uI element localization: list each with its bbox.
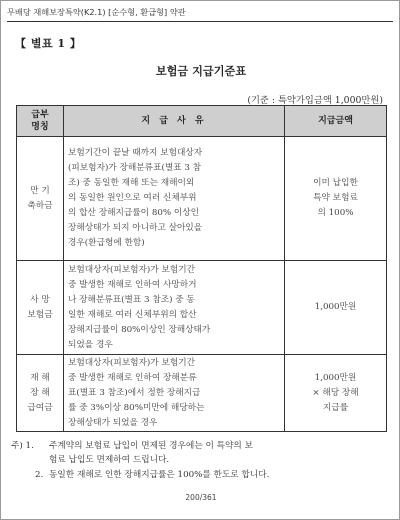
cell-line: 지급률 [322,402,349,413]
page-number: 200/361 [185,493,217,502]
payment-reason-cell [64,355,285,432]
payment-reason-cell [64,137,285,261]
footnote-line: 주계약의 보험료 납입이 면제된 경우에는 이 특약의 보 [49,441,253,451]
benefit-name-cell [17,261,64,355]
cell-line: (피보험자)가 장해분류표(별표 3 참 [68,163,202,173]
column-header-amount: 지급금액 [285,106,387,137]
footnote-line: 동일한 재해로 인한 장해지급률은 100%를 한도로 합니다. [49,470,270,480]
cell-line: 의 합산 장해지급률이 80% 이상인 [68,208,200,218]
table-header-row [17,106,387,137]
benefit-table [16,105,387,432]
cell-line: 특약 보험료 [313,193,358,203]
column-header-name-line: 급부 [31,110,49,120]
cell-line: 중 발생한 재해로 인하여 사망하거 [68,279,197,290]
table-row [17,261,387,355]
payment-reason-cell [64,261,285,355]
cell-line: 일한 재해로 여러 신체부위의 합산 [68,309,197,320]
cell-line: 재 해 [30,372,50,383]
footnote-marker: 주) 1. [11,441,34,451]
cell-line: 1,000만원 [314,372,357,383]
page-title: 보험금 지급기준표 [155,64,247,78]
table-row [17,137,387,261]
cell-line: 장해지급률이 80%이상인 장해상태가 [68,324,211,335]
footnote-text [11,439,391,467]
basis-note: (기준 : 특약가입금액 1,000만원) [247,95,383,106]
cell-line: 조) 중 동일한 재해 또는 재해이외 [68,178,195,188]
cell-line: 경우(환급형에 한함) [68,238,145,248]
column-header-name [17,106,64,137]
cell-line: 만 기 [30,185,50,196]
cell-line: 보험대상자(피보험자)가 보험기간 [68,357,196,368]
payment-amount-cell [285,261,387,355]
cell-line: 이미 납입한 [313,178,358,188]
cell-line: 의 100% [317,208,354,218]
cell-line: 1,000만원 [314,302,357,312]
cell-line: 축하금 [27,200,53,211]
footnote-marker: 2. [35,470,44,480]
cell-line: 의 동일한 원인으로 여러 신체부위 [68,193,197,203]
cell-line: × 해당 장해 [312,387,359,398]
running-header: 무배당 재해보장특약(K2.1) [순수형, 환급형] 약관 [7,7,393,22]
footnote-item [11,439,391,467]
table-row [17,355,387,432]
payment-amount-cell [285,355,387,432]
column-header-reason: 지 급 사 유 [64,106,285,137]
cell-line: 중 발생한 재해로 인하여 장해분류 [68,372,197,383]
footnote-line: 험료 납입도 면제하여 드립니다. [49,455,170,465]
cell-line: 률 중 3%이상 80%미만에 해당하는 [68,402,205,413]
appendix-label: 【 별표 1 】 [15,37,82,50]
cell-line: 장 해 [30,387,50,398]
benefit-name-cell [17,137,64,261]
payment-amount-cell [285,137,387,261]
cell-line: 보험대상자(피보험자)가 보험기간 [68,264,196,275]
cell-line: 사 망 [30,294,50,305]
cell-line: 보험기간이 끝날 때까지 보험대상자 [68,148,203,158]
footnote-item [11,468,391,482]
cell-line: 나 장해분류표(별표 3 참조) 중 동 [68,294,195,305]
cell-line: 장해상태가 되지 아니하고 살아있을 [68,223,203,233]
column-header-name-line: 명칭 [31,122,49,132]
footnotes [11,439,391,482]
benefit-name-cell [17,355,64,432]
cell-line: 표(별표 3 참조)에서 정한 장해지급 [68,387,201,398]
cell-line: 보험금 [27,309,53,320]
cell-line: 되었을 경우 [68,339,113,350]
cell-line: 장해상태가 되었을 경우 [68,417,158,428]
footnote-text [11,468,391,482]
cell-line: 급여금 [27,402,53,413]
